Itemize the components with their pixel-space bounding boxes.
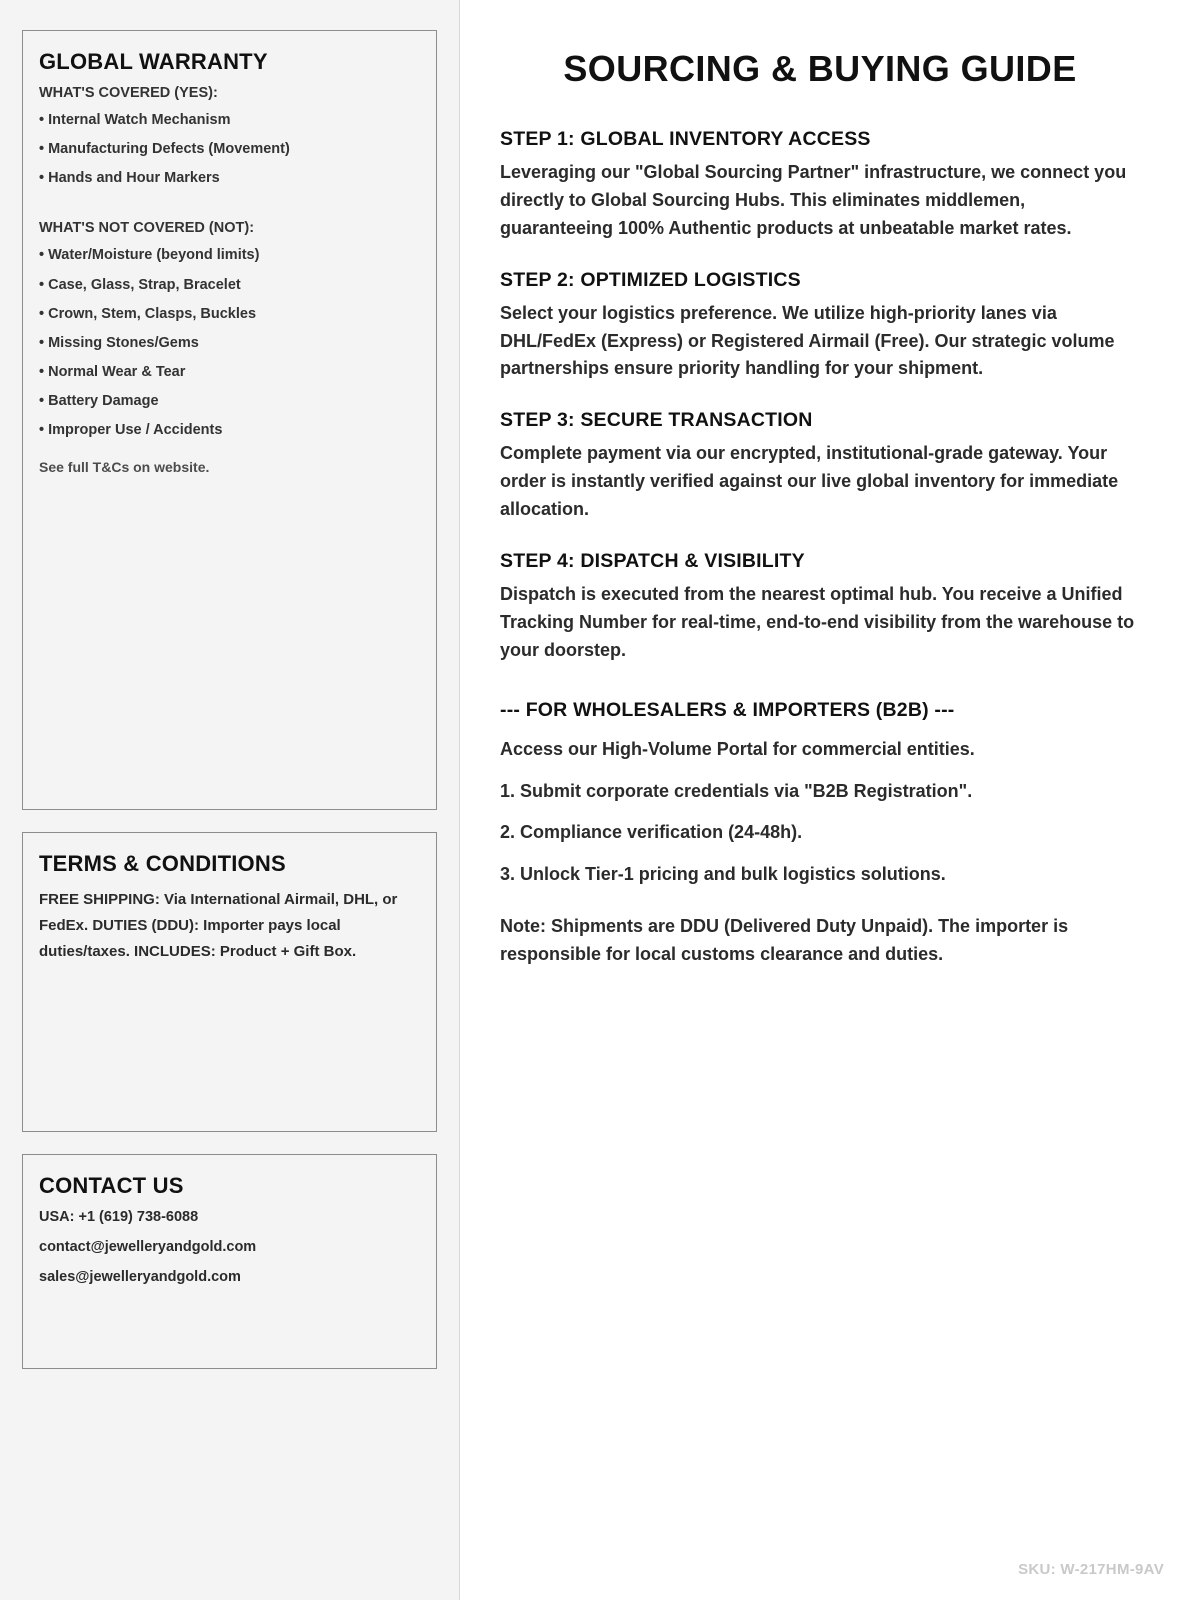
- page-title: SOURCING & BUYING GUIDE: [563, 48, 1077, 89]
- b2b-heading: --- FOR WHOLESALERS & IMPORTERS (B2B) ---: [500, 698, 955, 721]
- spacer: [39, 198, 420, 220]
- step-2-body: Select your logistics preference. We utilize high-priority lanes via DHL/FedEx (Express) or Registered Airmail (Free). Our strategic volume partnerships ensure priority handling for your shipment.: [500, 302, 1115, 379]
- list-item: • Missing Stones/Gems: [39, 334, 199, 351]
- step-1: [500, 128, 1140, 243]
- b2b-step-2: 2. Compliance verification (24-48h).: [500, 822, 803, 843]
- terms-title: TERMS & CONDITIONS: [39, 851, 286, 876]
- step-1-body: Leveraging our "Global Sourcing Partner" infrastructure, we connect you directly to Global Sourcing Hubs. This eliminates middlemen, guaranteeing 100% Authentic products at unbeatable market rates.: [500, 162, 1127, 238]
- list-item: • Case, Glass, Strap, Bracelet: [39, 276, 241, 293]
- list-item: • Water/Moisture (beyond limits): [39, 247, 260, 264]
- b2b-note: Note: Shipments are DDU (Delivered Duty Unpaid). The importer is responsible for local customs clearance and duties.: [500, 916, 1069, 965]
- contact-title: CONTACT US: [39, 1173, 184, 1198]
- left-sidebar: [0, 0, 460, 1600]
- list-item: • Crown, Stem, Clasps, Buckles: [39, 305, 257, 322]
- contact-email-sales[interactable]: sales@jewelleryandgold.com: [39, 1269, 241, 1285]
- step-1-heading: STEP 1: GLOBAL INVENTORY ACCESS: [500, 128, 871, 150]
- warranty-footnote: See full T&Cs on website.: [39, 459, 210, 476]
- list-item: • Internal Watch Mechanism: [39, 112, 231, 128]
- step-4: [500, 550, 1140, 665]
- contact-panel: [22, 1154, 437, 1369]
- step-3: [500, 409, 1140, 524]
- step-2: [500, 269, 1140, 384]
- main-content: [460, 0, 1200, 1600]
- b2b-step-1: 1. Submit corporate credentials via "B2B Registration".: [500, 780, 973, 801]
- warranty-not-covered-heading: WHAT'S NOT COVERED (NOT):: [39, 220, 255, 237]
- b2b-intro: Access our High-Volume Portal for commercial entities.: [500, 738, 975, 759]
- contact-email-primary[interactable]: contact@jewelleryandgold.com: [39, 1239, 257, 1255]
- warranty-covered-heading: WHAT'S COVERED (YES):: [39, 85, 218, 101]
- step-2-heading: STEP 2: OPTIMIZED LOGISTICS: [500, 268, 801, 291]
- list-item: • Hands and Hour Markers: [39, 170, 220, 187]
- list-item: • Improper Use / Accidents: [39, 422, 223, 439]
- contact-phone[interactable]: USA: +1 (619) 738-6088: [39, 1209, 199, 1225]
- warranty-title: GLOBAL WARRANTY: [39, 49, 268, 74]
- step-4-heading: STEP 4: DISPATCH & VISIBILITY: [500, 550, 805, 573]
- list-item: • Normal Wear & Tear: [39, 363, 186, 380]
- b2b-step-3: 3. Unlock Tier-1 pricing and bulk logistics solutions.: [500, 864, 946, 885]
- list-item: • Manufacturing Defects (Movement): [39, 141, 290, 158]
- sku-label: SKU: W-217HM-9AV: [1018, 1561, 1164, 1578]
- step-3-heading: STEP 3: SECURE TRANSACTION: [500, 409, 813, 432]
- warranty-panel: [22, 30, 437, 810]
- terms-panel: [22, 832, 437, 1132]
- step-3-body: Complete payment via our encrypted, institutional-grade gateway. Your order is instantly verified against our live global inventory for immediate allocation.: [500, 443, 1119, 520]
- list-item: • Battery Damage: [39, 393, 159, 409]
- terms-body: FREE SHIPPING: Via International Airmail, DHL, or FedEx. DUTIES (DDU): Importer pays local duties/taxes. INCLUDES: Product + Gift Box.: [39, 891, 398, 960]
- step-4-body: Dispatch is executed from the nearest optimal hub. You receive a Unified Tracking Number for real-time, end-to-end visibility from the warehouse to your doorstep.: [500, 584, 1135, 660]
